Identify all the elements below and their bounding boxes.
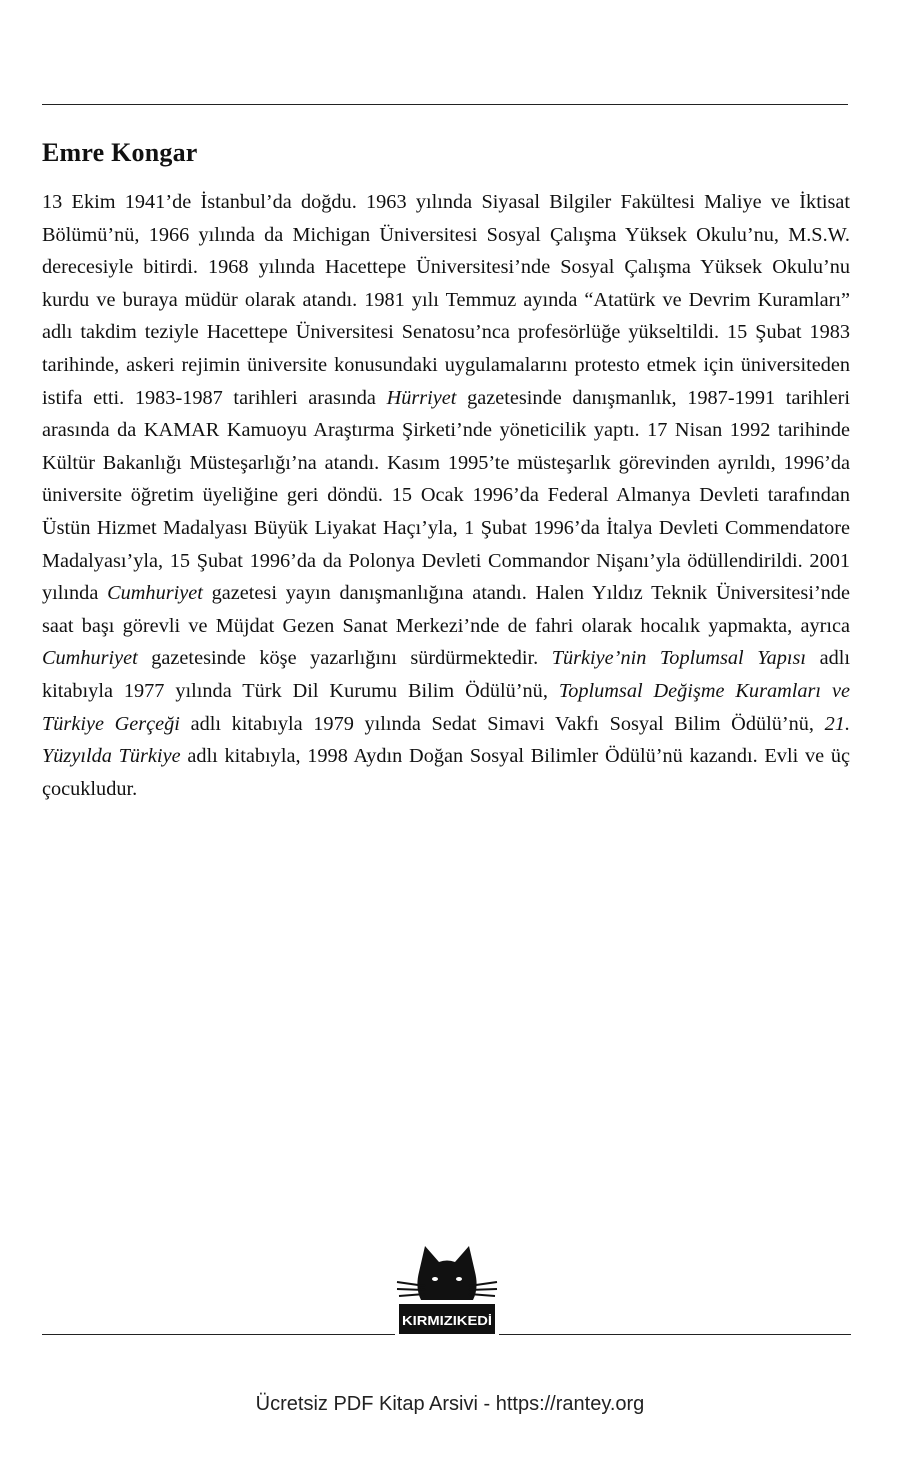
- bio-text: adlı kitabıyla, 1998 Aydın Doğan Sosyal Bilimler Ödülü’nü kazandı. Evli ve üç çocukludur.: [42, 745, 850, 800]
- bio-text: adlı kitabıyla 1977 yılında Türk Dil Kurumu Bilim Ödülü’nü,: [42, 647, 850, 702]
- bio-book-title: Toplumsal Değişme Kuramları ve Türkiye Gerçeği: [42, 679, 850, 735]
- cat-icon: [395, 1242, 499, 1336]
- bio-text: gazetesinde danışmanlık, 1987-1991 tarihleri arasında da KAMAR Kamuoyu Araştırma Şirketi’nde yöneticilik yaptı. 17 Nisan 1992 tarihinde Kültür Bakanlığı Müsteşarlığı’na atandı. Kasım 1995’te müsteşarlık görevinden ayrıldı, 1996’da üniversite öğretim üyeliğine geri döndü. 15 Ocak 1996’da Federal Almanya Devleti tarafından Üstün Hizmet Madalyası Büyük Liyakat Haçı’yla, 1 Şubat 1996’da İtalya Devleti Commendatore Madalyası’yla, 15 Şubat 1996’da da Polonya Devleti Commandor Nişanı’yla ödüllendirildi. 2001 yılında: [42, 386, 850, 605]
- publisher-name: KIRMIZIKEDİ: [402, 1313, 492, 1328]
- bio-text: 13 Ekim 1941’de İstanbul’da doğdu. 1963 yılında Siyasal Bilgiler Fakültesi Maliye ve İktisat Bölümü’nü, 1966 yılında da Michigan Üniversitesi Sosyal Çalışma Yüksek Okulu’nu, M.S.W. derecesiyle bitirdi. 1968 yılında Hacettepe Üniversitesi’nde Sosyal Çalışma Yüksek Okulu’nu kurdu ve buraya müdür olarak atandı. 1981 yılı Temmuz ayında “Atatürk ve Devrim Kuramları” adlı takdim teziyle Hacettepe Üniversitesi Senatosu’nca profesörlüğe yükseltildi. 15 Şubat 1983 tarihinde, askeri rejimin üniversite konusundaki uygulamalarını protesto etmek için üniversiteden istifa etti. 1983-1987 tarihleri arasında: [42, 191, 850, 409]
- author-biography: [42, 186, 850, 805]
- author-name: Emre Kongar: [42, 138, 198, 167]
- bio-text: gazetesinde köşe yazarlığını sürdürmektedir.: [137, 647, 552, 670]
- bottom-rule-left: [42, 1334, 395, 1335]
- bio-title-cumhuriyet: Cumhuriyet: [42, 647, 138, 670]
- publisher-logo: [395, 1242, 499, 1336]
- bio-book-title: Türkiye’nin Toplumsal Yapısı: [551, 647, 807, 670]
- bottom-rule-right: [499, 1334, 851, 1335]
- bio-text: gazetesi yayın danışmanlığına atandı. Halen Yıldız Teknik Üniversitesi’nde saat başı görevli ve Müjdat Gezen Sanat Merkezi’nde de fahri olarak hocalık yapmakta, ayrıca: [42, 582, 850, 637]
- bio-title-hurriyet: Hürriyet: [386, 386, 457, 409]
- bio-title-cumhuriyet: Cumhuriyet: [107, 582, 203, 605]
- top-rule: [42, 104, 848, 105]
- bio-text: adlı kitabıyla 1979 yılında Sedat Simavi Vakfı Sosyal Bilim Ödülü’nü,: [179, 712, 825, 735]
- footer-text: Ücretsiz PDF Kitap Arsivi - https://rantey.org: [255, 1393, 645, 1415]
- bio-book-title: 21. Yüzyılda Türkiye: [42, 712, 851, 768]
